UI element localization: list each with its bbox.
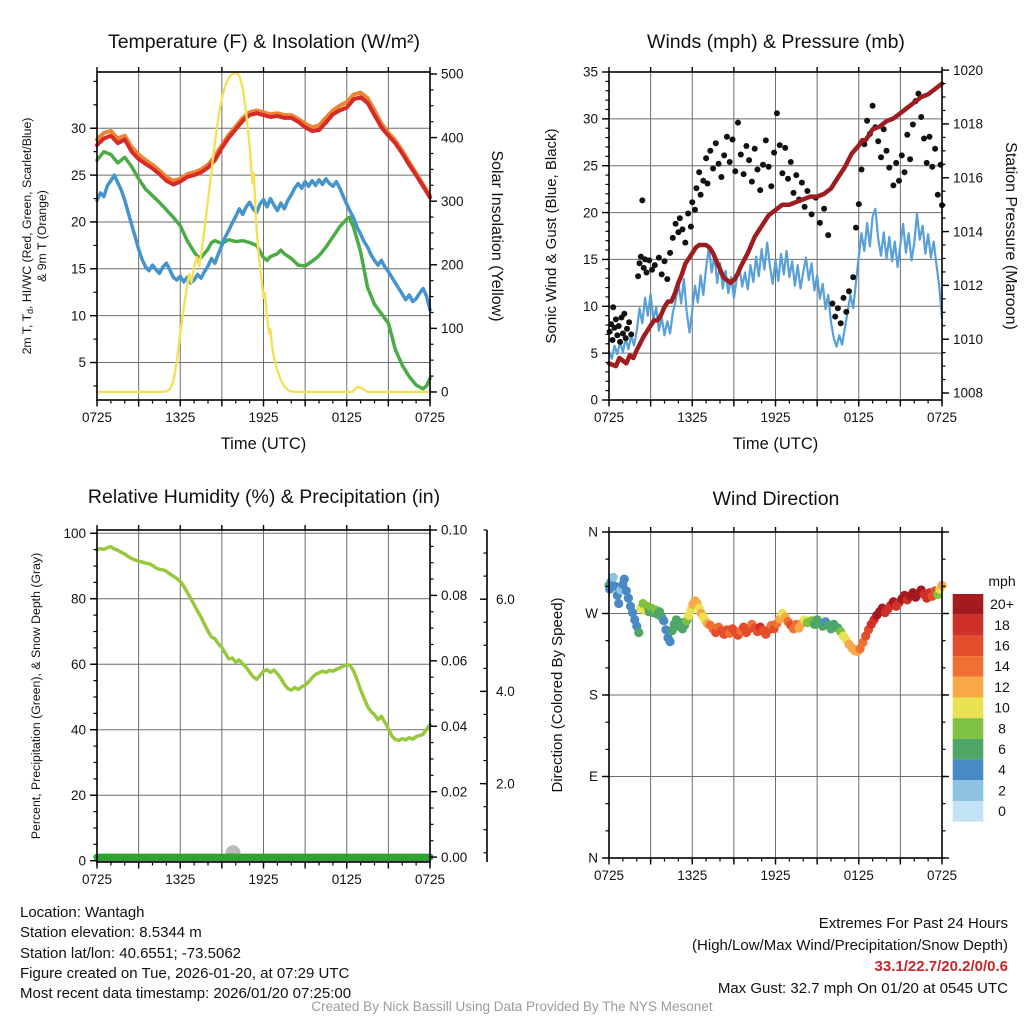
y-tick-label: 1008 [953,385,984,401]
y-tick-label: 0.06 [441,653,468,669]
left-axis-label: Percent, Precipitation (Green), & Snow Depth (Gray) [29,552,43,840]
x-tick-label: 0125 [843,868,874,883]
credit-line: Created By Nick Bassill Using Data Provided By The NYS Mesonet [311,999,713,1014]
x-tick-label: 0725 [414,872,446,887]
right-axis-label: Solar Insolation (Yellow) [488,150,505,322]
legend-swatch [953,780,984,801]
y-tick-label: 60 [70,656,86,672]
x-tick-label: 1925 [760,868,791,883]
x-tick-label: 0725 [81,872,113,887]
legend-bin-label: 8 [998,720,1006,737]
temperature-chart-title: Temperature (F) & Insolation (W/m²) [107,31,421,53]
legend-swatch [953,718,984,739]
x-tick-label: 0125 [843,410,874,425]
y-tick-label: 35 [582,64,598,80]
y-tick-label: S [588,687,598,703]
legend-bin-label: 16 [994,637,1010,654]
legend-swatch [953,677,984,698]
y-tick-label: 80 [70,591,86,607]
y-tick-label: 10 [70,308,86,324]
y-tick-label: 0.04 [441,718,468,734]
y-tick-label: 20 [70,787,86,803]
humidity-chart-title: Relative Humidity (%) & Precipitation (in) [87,486,441,508]
extremes-title: Extremes For Past 24 Hours [818,915,1008,932]
x-tick-label: 1925 [248,410,279,425]
station-location: Location: Wantagh [20,904,145,921]
y-tick-label: 1016 [953,170,984,186]
right-axis-label: Station Pressure (Maroon) [1002,142,1019,330]
left-axis-label: & 9m T (Orange) [35,190,49,282]
y-tick-label: 15 [582,252,598,268]
legend-bin-label: 10 [994,699,1010,716]
humidity-chart-canvas [0,460,545,900]
extremes-block [692,913,1008,999]
x-tick-label: 0125 [331,872,362,887]
y-tick-label: 400 [441,130,464,146]
y-tick-label: 0.00 [441,849,468,865]
y-tick-label: 300 [441,193,464,209]
legend-swatch [953,698,984,719]
legend-swatch [953,615,984,636]
y-tick-label: E [588,769,598,785]
legend-swatch [953,594,984,615]
extremes-values: 33.1/22.7/20.2/0/0.6 [874,958,1008,975]
y-tick-label: 20 [582,205,598,221]
legend-swatch [953,635,984,656]
y-tick-label: 30 [582,111,598,127]
legend-bin-label: 18 [994,616,1010,633]
station-latlon: Station lat/lon: 40.6551; -73.5062 [20,944,242,962]
y-tick-label: 1014 [953,224,984,240]
y-tick-label: 5 [590,345,598,361]
y-tick-label: 1012 [953,278,984,294]
wind-speed-legend [953,573,1016,822]
legend-bin-label: 6 [998,740,1006,757]
y-tick-label: 0.08 [441,588,468,604]
y-tick-label: 100 [441,321,464,337]
snow-tick-label: 4.0 [496,684,515,700]
y-tick-label: 100 [63,525,86,541]
figure-created: Figure created on Tue, 2026-01-20, at 07:29 UTC [20,964,350,982]
x-tick-label: 0725 [414,410,446,425]
x-tick-label: 0725 [926,410,958,425]
y-tick-label: 25 [582,158,598,174]
left-axis-label: Sonic Wind & Gust (Blue, Black) [543,128,560,344]
x-tick-label: 0725 [926,868,958,883]
legend-bin-label: 4 [998,761,1006,778]
y-tick-label: 500 [441,66,464,82]
x-tick-label: 1925 [248,872,279,887]
legend-title: mph [988,573,1016,589]
legend-swatch [953,760,984,781]
x-tick-label: 0725 [593,410,625,425]
y-tick-label: 0.10 [441,522,468,538]
wind-direction-chart-canvas [512,460,1024,900]
y-tick-label: 1020 [953,62,984,78]
x-tick-label: 0725 [593,868,625,883]
y-tick-label: 15 [70,261,86,277]
x-tick-label: 1925 [760,410,791,425]
legend-swatch [953,801,984,822]
x-tick-label: 1325 [677,868,708,883]
snow-tick-label: 6.0 [496,591,515,607]
max-gust: Max Gust: 32.7 mph On 01/20 at 0545 UTC [717,979,1008,997]
y-tick-label: N [588,850,598,866]
y-tick-label: 0 [78,853,86,869]
extremes-subtitle: (High/Low/Max Wind/Precipitation/Snow Depth) [692,936,1008,954]
y-tick-label: 1010 [953,331,984,347]
winds-chart-title: Winds (mph) & Pressure (mb) [647,31,905,53]
station-elevation: Station elevation: 8.5344 m [20,924,202,942]
x-tick-label: 0125 [331,410,362,425]
y-tick-label: 200 [441,257,464,273]
x-tick-label: 0725 [81,410,113,425]
y-tick-label: 1018 [953,116,984,132]
station-info [20,903,351,1004]
x-tick-label: 1325 [677,410,708,425]
legend-bin-label: 0 [998,803,1006,820]
y-tick-label: 0 [441,384,449,400]
legend-swatch [953,739,984,760]
legend-swatch [953,656,984,677]
y-tick-label: N [588,524,598,540]
x-axis-label: Time (UTC) [220,435,307,453]
temperature-chart-canvas [0,0,512,460]
left-axis-label: 2m T, Td, HI/WC (Red, Green, Scarlet/Blue) [20,117,35,355]
legend-bin-label: 14 [994,658,1010,675]
winds-chart-canvas [512,0,1024,460]
snow-tick-label: 2.0 [496,776,515,792]
x-tick-label: 1325 [165,410,196,425]
y-tick-label: 5 [78,355,86,371]
wind-direction-chart-title: Wind Direction [712,488,840,510]
y-tick-label: 0 [590,392,598,408]
data-timestamp: Most recent data timestamp: 2026/01/20 07:25:00 [20,985,352,1003]
y-tick-label: 40 [70,722,86,738]
x-tick-label: 1325 [165,872,196,887]
left-axis-label: Direction (Colored By Speed) [549,597,566,793]
y-tick-label: 10 [582,298,598,314]
y-tick-label: 0.02 [441,784,468,800]
legend-bin-label: 12 [994,678,1010,695]
y-tick-label: 20 [70,214,86,230]
x-axis-label: Time (UTC) [732,435,819,453]
y-tick-label: 30 [70,120,86,136]
y-tick-label: W [585,606,598,622]
y-tick-label: 25 [70,167,86,183]
legend-bin-label: 2 [998,782,1006,799]
legend-bin-label: 20+ [990,596,1014,613]
